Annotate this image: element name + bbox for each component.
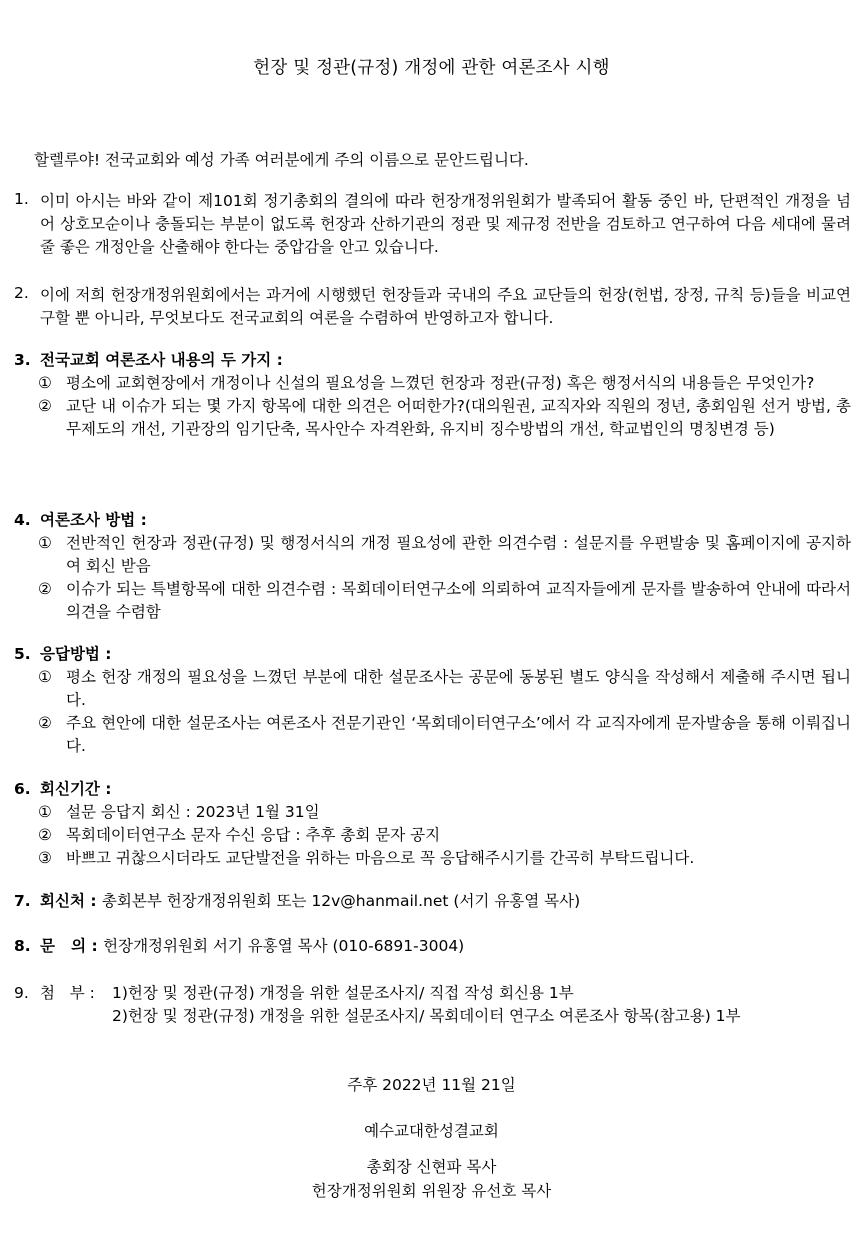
list-item <box>14 372 851 395</box>
issue-date: 주후 2022년 11월 21일 <box>347 1076 516 1094</box>
item-text: 설문 응답지 회신 : 2023년 1월 31일 <box>66 803 320 821</box>
item-text: 바쁘고 귀찮으시더라도 교단발전을 위하는 마음으로 꼭 응답해주시기를 간곡히 부탁드립니다. <box>66 849 695 867</box>
signatory-president: 총회장 신현파 목사 <box>366 1158 497 1176</box>
list-item <box>14 395 851 441</box>
section-number: 7. <box>14 892 31 910</box>
section-4 <box>14 509 851 624</box>
section-number: 3. <box>14 351 31 369</box>
list-item <box>14 712 851 758</box>
item-text: 목회데이터연구소 문자 수신 응답 : 추후 총회 문자 공지 <box>66 826 441 844</box>
section-number: 8. <box>14 937 31 955</box>
list-item <box>14 578 851 624</box>
section-9 <box>14 982 851 1028</box>
attachment-row <box>14 1005 851 1028</box>
section-line <box>14 890 851 913</box>
section-heading <box>14 509 851 532</box>
item-marker: ② <box>38 580 52 598</box>
item-text: 주요 현안에 대한 설문조사는 여론조사 전문기관인 ‘목회데이터연구소’에서 각 교직자에게 문자발송을 통해 이뤄집니다. <box>66 714 851 755</box>
section-number: 4. <box>14 511 31 529</box>
list-item <box>14 532 851 578</box>
attachment-line: 2)헌장 및 정관(규정) 개정을 위한 설문조사지/ 목회데이터 연구소 여론조사 항목(참고용) 1부 <box>112 1007 741 1025</box>
section-heading <box>14 349 851 372</box>
section-3 <box>14 349 851 441</box>
section-text: 이에 저희 헌장개정위원회에서는 과거에 시행했던 헌장들과 국내의 주요 교단들의 헌장(헌법, 장정, 규칙 등)들을 비교연구할 뿐 아니라, 무엇보다도 전국교회의 여론을 수렴하여 반영하고자 합니다. <box>40 286 851 327</box>
greeting: 할렐루야! 전국교회와 예성 가족 여러분에게 주의 이름으로 문안드립니다. <box>34 151 529 169</box>
section-heading-text: 응답방법 : <box>40 645 112 663</box>
list-item <box>14 824 851 847</box>
section-heading-text: 여론조사 방법 : <box>40 511 147 529</box>
section-2 <box>14 284 851 330</box>
signatory-committee-chair: 헌장개정위원회 위원장 유선호 목사 <box>311 1182 552 1200</box>
item-marker: ① <box>38 374 52 392</box>
item-marker: ③ <box>38 849 52 867</box>
list-item <box>14 847 851 870</box>
item-text: 평소에 교회현장에서 개정이나 신설의 필요성을 느꼈던 헌장과 정관(규정) 혹은 행정서식의 내용들은 무엇인가? <box>66 374 815 392</box>
section-number: 2. <box>14 284 29 302</box>
section-label: 문 의 : <box>40 937 98 955</box>
section-number: 1. <box>14 190 29 208</box>
section-label: 회신처 : <box>40 892 97 910</box>
item-marker: ① <box>38 534 52 552</box>
item-marker: ① <box>38 803 52 821</box>
item-marker: ① <box>38 668 52 686</box>
item-marker: ② <box>38 826 52 844</box>
section-8 <box>14 935 851 958</box>
document-title: 헌장 및 정관(규정) 개정에 관한 여론조사 시행 <box>253 58 610 78</box>
item-marker: ② <box>38 714 52 732</box>
section-number: 5. <box>14 645 31 663</box>
section-heading-text: 전국교회 여론조사 내용의 두 가지 : <box>40 351 283 369</box>
item-text: 교단 내 이슈가 되는 몇 가지 항목에 대한 의견은 어떠한가?(대의원권, 교직자와 직원의 정년, 총회임원 선거 방법, 총무제도의 개선, 기관장의 임기단축, 목사안수 자격완화, 유지비 징수방법의 개선, 학교법인의 명칭변경 등) <box>66 397 851 438</box>
section-7 <box>14 890 851 913</box>
item-text: 평소 헌장 개정의 필요성을 느꼈던 부분에 대한 설문조사는 공문에 동봉된 별도 양식을 작성해서 제출해 주시면 됩니다. <box>66 668 851 709</box>
item-text: 이슈가 되는 특별항목에 대한 의견수렴 : 목회데이터연구소에 의뢰하여 교직자들에게 문자를 발송하여 안내에 따라서 의견을 수렴함 <box>66 580 851 621</box>
section-heading <box>14 643 851 666</box>
section-6 <box>14 778 851 870</box>
list-item <box>14 666 851 712</box>
attachment-row <box>14 982 851 1005</box>
inquiry-text: 헌장개정위원회 서기 유홍열 목사 (010-6891-3004) <box>103 937 465 955</box>
section-heading <box>14 778 851 801</box>
section-number: 9. <box>14 984 29 1002</box>
item-text: 전반적인 헌장과 정관(규정) 및 행정서식의 개정 필요성에 관한 의견수렴 : 설문지를 우편발송 및 홈페이지에 공지하여 회신 받음 <box>66 534 851 575</box>
section-line <box>14 935 851 958</box>
organization-name: 예수교대한성결교회 <box>364 1122 499 1140</box>
section-1 <box>14 190 851 259</box>
section-label: 첨 부 : <box>40 984 95 1002</box>
list-item <box>14 801 851 824</box>
section-5 <box>14 643 851 758</box>
section-number: 6. <box>14 780 31 798</box>
attachment-line: 1)헌장 및 정관(규정) 개정을 위한 설문조사지/ 직접 작성 회신용 1부 <box>112 984 574 1002</box>
section-heading-text: 회신기간 : <box>40 780 112 798</box>
item-marker: ② <box>38 397 52 415</box>
contact-text: 총회본부 헌장개정위원회 또는 12v@hanmail.net (서기 유홍열 목사) <box>101 892 581 910</box>
section-text: 이미 아시는 바와 같이 제101회 정기총회의 결의에 따라 헌장개정위원회가 발족되어 활동 중인 바, 단편적인 개정을 넘어 상호모순이나 충돌되는 부분이 없도록 헌장과 산하기관의 정관 및 제규정 전반을 검토하고 연구하여 다음 세대에 물려 줄 좋은 개정안을 산출해야 한다는 중압감을 안고 있습니다. <box>40 192 851 256</box>
